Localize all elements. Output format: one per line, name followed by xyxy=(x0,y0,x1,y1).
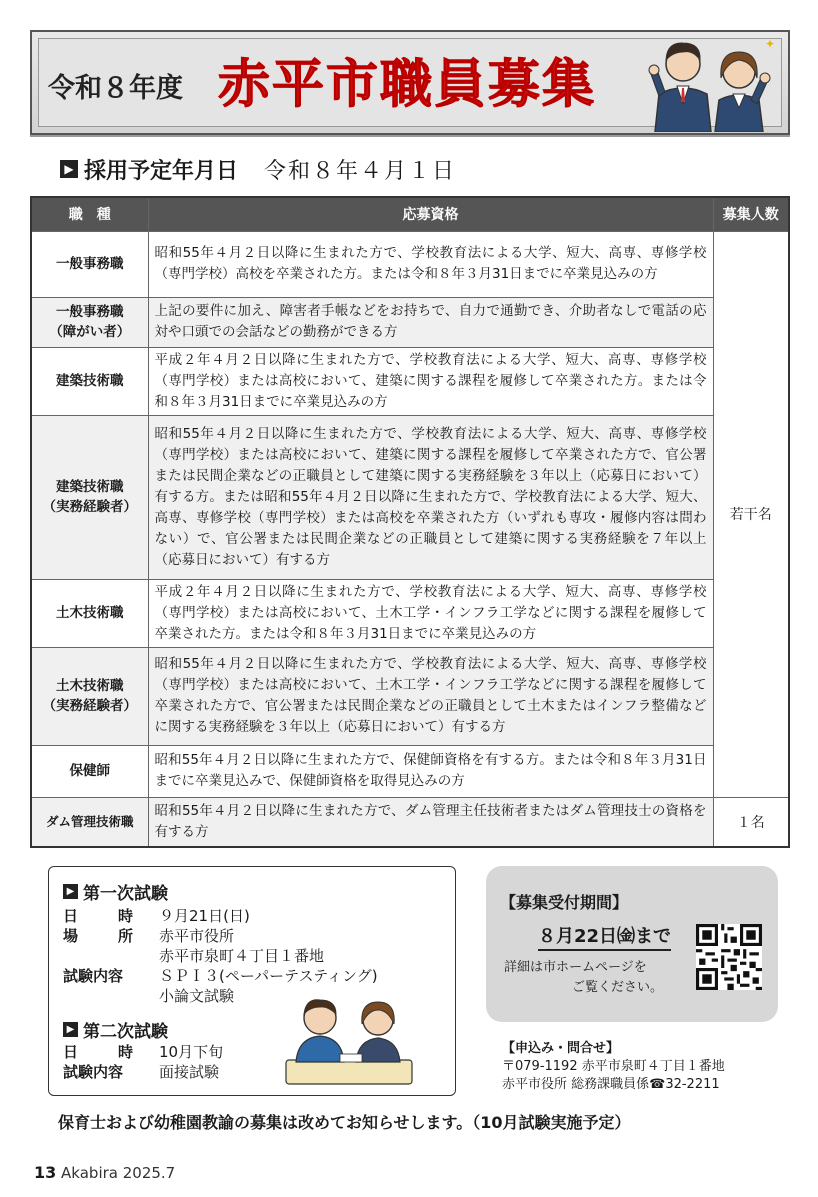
publication-name: Akabira 2025.7 xyxy=(61,1164,176,1182)
label-char: 所 xyxy=(117,927,133,945)
count-general: 若干名 xyxy=(713,231,789,797)
exam1-content-label: 試験内容 xyxy=(63,967,124,985)
square-arrow-icon: ▶ xyxy=(63,884,78,899)
table-row xyxy=(31,415,789,579)
job-title-line2: （障がい者） xyxy=(49,324,131,340)
exam1-place-row-2 xyxy=(159,947,324,966)
exam1-place-label xyxy=(63,927,133,946)
page-number: 13 xyxy=(34,1163,57,1182)
exam1-title: 第一次試験 xyxy=(83,884,168,904)
header-count: 募集人数 xyxy=(713,197,789,231)
label-char: 時 xyxy=(117,907,133,925)
job-title-line1: 建築技術職 xyxy=(56,479,124,495)
job-title-line1: 土木技術職 xyxy=(56,678,124,694)
period-deadline: ８月22日㈮まで xyxy=(538,922,671,951)
recruitment-table xyxy=(30,196,790,848)
contact-heading: 【申込み・問合せ】 xyxy=(502,1041,620,1056)
period-note-line2: ご覧ください。 xyxy=(572,980,664,995)
table-header-row xyxy=(31,197,789,231)
job-title: ダム管理技術職 xyxy=(31,797,148,847)
label-char: 日 xyxy=(63,1043,79,1061)
job-title: 保健師 xyxy=(31,745,148,797)
banner-prefix: 令和８年度 xyxy=(48,73,183,104)
table-row xyxy=(31,231,789,297)
job-requirements: 昭和55年４月２日以降に生まれた方で、学校教育法による大学、短大、高専、専修学校（専門学校）または高校において、建築に関する課程を履修して卒業された方で、官公署または民間企業などの正職員として建築に関する実務経験を３年以上（応募日において）有する方。または昭和55年４月２日以降に生まれた方で、学校教育法による大学、短大、高専、専修学校（専門学校）または高校を卒業された方（いずれも専攻・履修内容は問わない）で、官公署または民間企業などの正職員として建築に関する実務経験を７年以上（応募日において）有する方 xyxy=(148,415,713,579)
job-requirements: 昭和55年４月２日以降に生まれた方で、学校教育法による大学、短大、高専、専修学校（専門学校）または高校において、土木工学・インフラ工学などに関する課程を履修して卒業された方で、官公署または民間企業などの正職員として土木またはインフラ整備などに関する実務経験を３年以上（応募日において）有する方 xyxy=(148,647,713,745)
application-period-box xyxy=(486,866,778,1022)
period-note-line1: 詳細は市ホームページを xyxy=(504,960,647,975)
job-title-line2: （実務経験者） xyxy=(42,499,137,515)
job-title xyxy=(31,297,148,347)
exam1-content-value-2: 小論文試験 xyxy=(159,987,235,1005)
interview-illustration-icon xyxy=(284,990,414,1086)
exam1-date-label xyxy=(63,907,133,926)
hiring-date-line xyxy=(60,154,456,184)
exam1-place-value-1: 赤平市役所 xyxy=(159,927,235,945)
job-requirements: 平成２年４月２日以降に生まれた方で、学校教育法による大学、短大、高専、専修学校（専門学校）または高校において、土木工学・インフラ工学などに関する課程を履修して卒業された方。または令和８年３月31日までに卒業見込みの方 xyxy=(148,579,713,647)
job-title xyxy=(31,415,148,579)
count-dam: １名 xyxy=(713,797,789,847)
job-requirements: 昭和55年４月２日以降に生まれた方で、学校教育法による大学、短大、高専、専修学校（専門学校）高校を卒業された方。または令和８年３月31日までに卒業見込みの方 xyxy=(148,231,713,297)
square-arrow-icon: ▶ xyxy=(60,160,78,178)
table-row xyxy=(31,745,789,797)
label-char: 時 xyxy=(117,1043,133,1061)
job-requirements: 平成２年４月２日以降に生まれた方で、学校教育法による大学、短大、高専、専修学校（専門学校）または高校において、建築に関する課程を履修して卒業された方。または令和８年３月31日までに卒業見込みの方 xyxy=(148,347,713,415)
job-title-line2: （実務経験者） xyxy=(42,698,137,714)
page-footer xyxy=(34,1163,175,1182)
job-requirements: 昭和55年４月２日以降に生まれた方で、保健師資格を有する方。または令和８年３月31日までに卒業見込みで、保健師資格を取得見込みの方 xyxy=(148,745,713,797)
contact-address: 〒079-1192 赤平市泉町４丁目１番地 xyxy=(502,1059,725,1074)
exam1-date-row xyxy=(63,907,250,926)
exam1-content-row xyxy=(63,967,378,986)
exam2-title: 第二次試験 xyxy=(83,1022,168,1042)
table-row xyxy=(31,797,789,847)
hiring-date-label: 採用予定年月日 xyxy=(84,158,239,184)
hiring-date-value: 令和８年４月１日 xyxy=(264,158,457,184)
label-char: 日 xyxy=(63,907,79,925)
job-title: 土木技術職 xyxy=(31,579,148,647)
period-title: 【募集受付期間】 xyxy=(500,893,629,912)
exam1-place-row xyxy=(63,927,234,946)
job-title xyxy=(31,647,148,745)
exam2-content-row xyxy=(63,1063,219,1082)
page-title: 赤平市職員募集 xyxy=(218,55,597,115)
table-row xyxy=(31,347,789,415)
period-note xyxy=(504,958,663,998)
job-requirements: 上記の要件に加え、障害者手帳などをお持ちで、自力で通勤でき、介助者なしで電話の応対や口頭での会話などの勤務ができる方 xyxy=(148,297,713,347)
label-char: 場 xyxy=(63,927,79,945)
exam1-content-value-1: ＳＰＩ３(ペーパーテスティング) xyxy=(159,967,378,985)
staff-illustration-icon xyxy=(645,34,775,132)
svg-text:✦: ✦ xyxy=(765,37,775,51)
table-row xyxy=(31,647,789,745)
header-job: 職 種 xyxy=(31,197,148,231)
exam1-date-value: ９月21日(日) xyxy=(159,907,250,925)
exam1-content-row-2 xyxy=(159,987,234,1006)
qr-code-icon[interactable] xyxy=(696,924,762,990)
header-requirements: 応募資格 xyxy=(148,197,713,231)
job-title-line1: 一般事務職 xyxy=(56,304,124,320)
exam1-heading xyxy=(63,879,168,904)
table-row xyxy=(31,579,789,647)
exam2-date-value: 10月下旬 xyxy=(159,1043,224,1061)
exam2-date-label xyxy=(63,1043,133,1062)
contact-block xyxy=(502,1040,725,1094)
exam2-heading xyxy=(63,1017,168,1042)
job-requirements: 昭和55年４月２日以降に生まれた方で、ダム管理主任技術者またはダム管理技士の資格を有する方 xyxy=(148,797,713,847)
square-arrow-icon: ▶ xyxy=(63,1022,78,1037)
exam2-content-value: 面接試験 xyxy=(159,1063,220,1081)
contact-office: 赤平市役所 総務課職員係☎32-2211 xyxy=(502,1077,720,1092)
job-title: 一般事務職 xyxy=(31,231,148,297)
table-row xyxy=(31,297,789,347)
footnote: 保育士および幼稚園教諭の募集は改めてお知らせします。（10月試験実施予定） xyxy=(58,1113,631,1132)
exam2-content-label: 試験内容 xyxy=(63,1063,124,1081)
exam2-date-row xyxy=(63,1043,223,1062)
job-title: 建築技術職 xyxy=(31,347,148,415)
exam1-place-value-2: 赤平市泉町４丁目１番地 xyxy=(159,947,325,965)
